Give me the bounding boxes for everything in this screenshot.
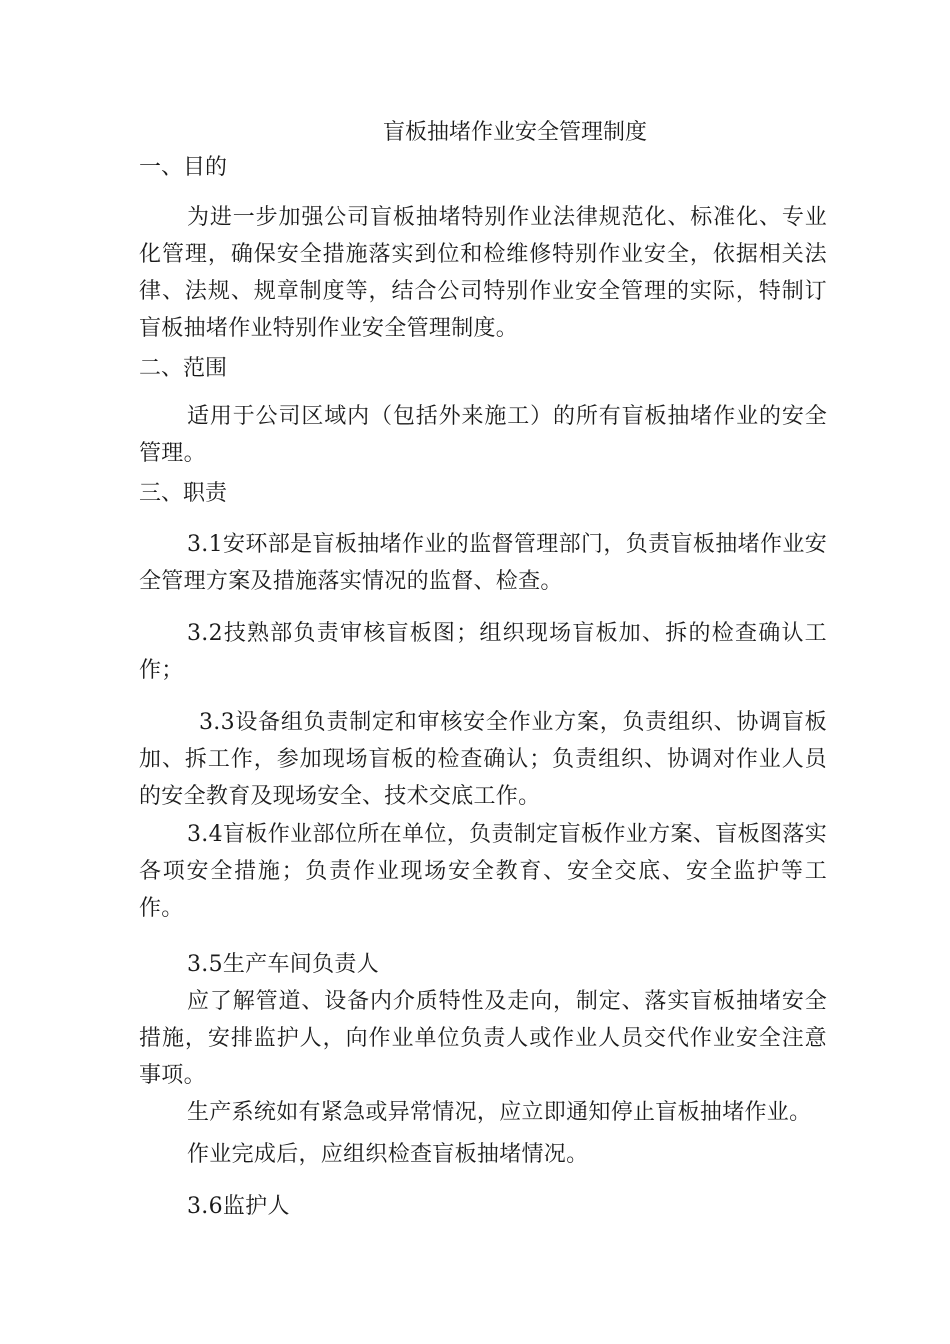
section-heading-purpose: 一、目的 — [139, 155, 228, 180]
duty-item-3-5-text-3: 作业完成后，应组织检查盲板抽堵情况。 — [187, 1142, 589, 1167]
duty-item-3-5-heading: 3.5生产车间负责人 — [187, 952, 379, 977]
duty-item-3-5-text-2: 生产系统如有紧急或异常情况，应立即通知停止盲板抽堵作业。 — [187, 1100, 812, 1125]
document-title: 盲板抽堵作业安全管理制度 — [382, 120, 647, 145]
section-heading-duties: 三、职责 — [139, 481, 228, 506]
duty-item-3-3: 3.3设备组负责制定和审核安全作业方案，负责组织、协调盲板加、拆工作，参加现场盲板的检查确认；负责组织、协调对作业人员的安全教育及现场安全、技术交底工作。 — [139, 710, 827, 809]
scope-paragraph: 适用于公司区域内（包括外来施工）的所有盲板抽堵作业的安全管理。 — [139, 404, 827, 466]
section-heading-scope: 二、范围 — [139, 356, 228, 381]
duty-item-3-5-text-1: 应了解管道、设备内介质特性及走向，制定、落实盲板抽堵安全措施，安排监护人，向作业单位负责人或作业人员交代作业安全注意事项。 — [139, 989, 827, 1088]
purpose-paragraph: 为进一步加强公司盲板抽堵特别作业法律规范化、标准化、专业化管理，确保安全措施落实到位和检维修特别作业安全，依据相关法律、法规、规章制度等，结合公司特别作业安全管理的实际，特制订盲板抽堵作业特别作业安全管理制度。 — [139, 205, 827, 341]
duty-item-3-6-heading: 3.6监护人 — [187, 1194, 290, 1219]
duty-item-3-4: 3.4盲板作业部位所在单位，负责制定盲板作业方案、盲板图落实各项安全措施；负责作业现场安全教育、安全交底、安全监护等工作。 — [139, 822, 827, 921]
duty-item-3-2: 3.2技熟部负责审核盲板图；组织现场盲板加、拆的检查确认工作； — [139, 621, 827, 683]
duty-item-3-1: 3.1安环部是盲板抽堵作业的监督管理部门，负责盲板抽堵作业安全管理方案及措施落实情况的监督、检查。 — [139, 532, 827, 594]
